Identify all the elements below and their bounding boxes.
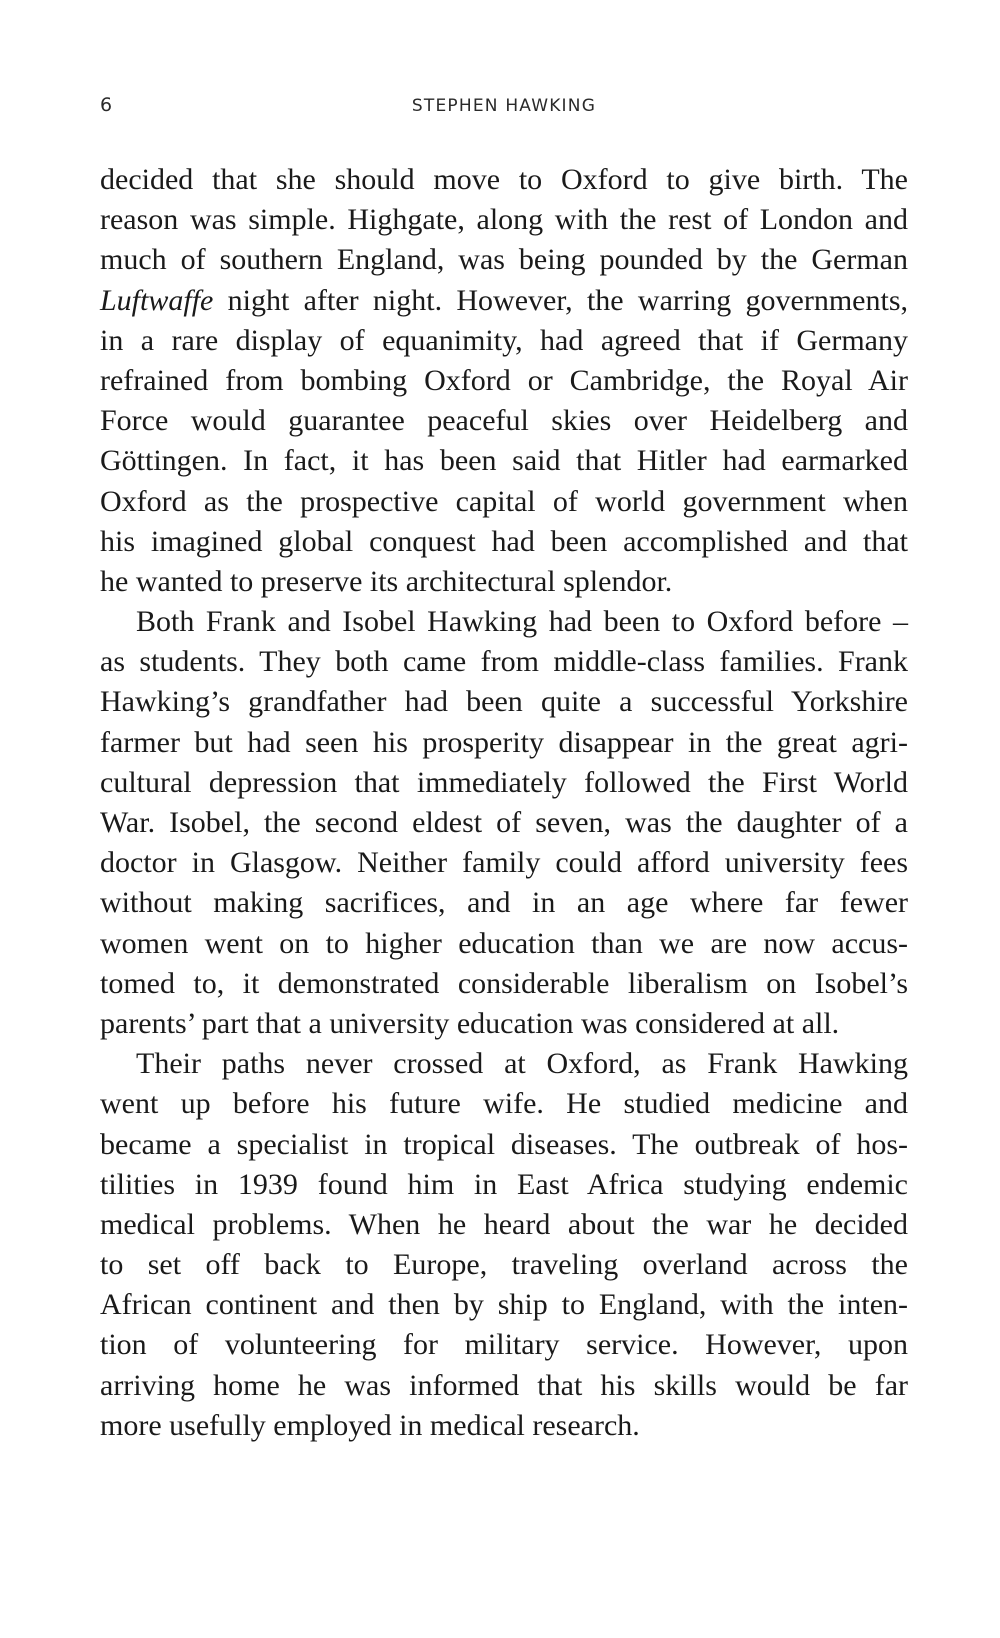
running-header xyxy=(100,94,908,124)
text-line: Oxford as the prospective capital of world government when xyxy=(100,484,908,518)
paragraph xyxy=(100,1044,908,1446)
text-line: Their paths never crossed at Oxford, as Frank Hawking xyxy=(136,1047,908,1081)
text-line: women went on to higher education than we are now accus- xyxy=(100,926,908,960)
text-line: went up before his future wife. He studied medicine and xyxy=(100,1087,908,1121)
text-line: tomed to, it demonstrated considerable liberalism on Isobel’s xyxy=(100,966,908,1000)
text-line: his imagined global conquest had been accomplished and that xyxy=(100,524,908,558)
text-line: parents’ part that a university education was considered at all. xyxy=(100,1006,840,1040)
text-line-with-italic xyxy=(100,281,908,321)
text-line: in a rare display of equanimity, had agreed that if Germany xyxy=(100,323,908,357)
text-line: without making sacrifices, and in an age where far fewer xyxy=(100,886,908,920)
text-line: more usefully employed in medical research. xyxy=(100,1408,640,1442)
text-line: much of southern England, was being pounded by the German xyxy=(100,243,908,277)
text-line-rest: night after night. However, the warring governments, xyxy=(227,283,908,317)
text-line: doctor in Glasgow. Neither family could afford university fees xyxy=(100,846,908,880)
text-line: refrained from bombing Oxford or Cambridge, the Royal Air xyxy=(100,363,908,397)
text-line: tion of volunteering for military service. However, upon xyxy=(100,1328,908,1362)
text-line: War. Isobel, the second eldest of seven, was the daughter of a xyxy=(100,806,908,839)
text-line: Hawking’s grandfather had been quite a successful Yorkshire xyxy=(100,685,908,719)
text-line: arriving home he was informed that his skills would be far xyxy=(100,1368,908,1402)
text-line: tilities in 1939 found him in East Africa studying endemic xyxy=(100,1167,908,1201)
body-text xyxy=(100,160,908,1446)
text-line: cultural depression that immediately followed the First World xyxy=(100,765,908,799)
text-line: reason was simple. Highgate, along with the rest of London and xyxy=(100,203,908,237)
text-line: farmer but had seen his prosperity disappear in the great agri- xyxy=(100,725,908,759)
text-line: he wanted to preserve its architectural splendor. xyxy=(100,564,673,598)
page-number: 6 xyxy=(100,94,113,116)
text-line: as students. They both came from middle-class families. Frank xyxy=(100,645,908,679)
text-line: African continent and then by ship to England, with the inten- xyxy=(100,1288,908,1322)
text-line: Force would guarantee peaceful skies over Heidelberg and xyxy=(100,404,908,438)
paragraph xyxy=(100,160,908,602)
text-line: medical problems. When he heard about the war he decided xyxy=(100,1207,908,1241)
italic-term: Luftwaffe xyxy=(100,283,214,317)
running-title: STEPHEN HAWKING xyxy=(411,96,597,116)
paragraph xyxy=(100,602,908,1044)
text-line: Both Frank and Isobel Hawking had been to Oxford before – xyxy=(136,605,908,639)
text-line: decided that she should move to Oxford to give birth. The xyxy=(100,163,908,196)
text-line: Göttingen. In fact, it has been said that Hitler had earmarked xyxy=(100,444,908,478)
text-line: to set off back to Europe, traveling overland across the xyxy=(100,1248,908,1282)
text-line: became a specialist in tropical diseases. The outbreak of hos- xyxy=(100,1127,908,1161)
